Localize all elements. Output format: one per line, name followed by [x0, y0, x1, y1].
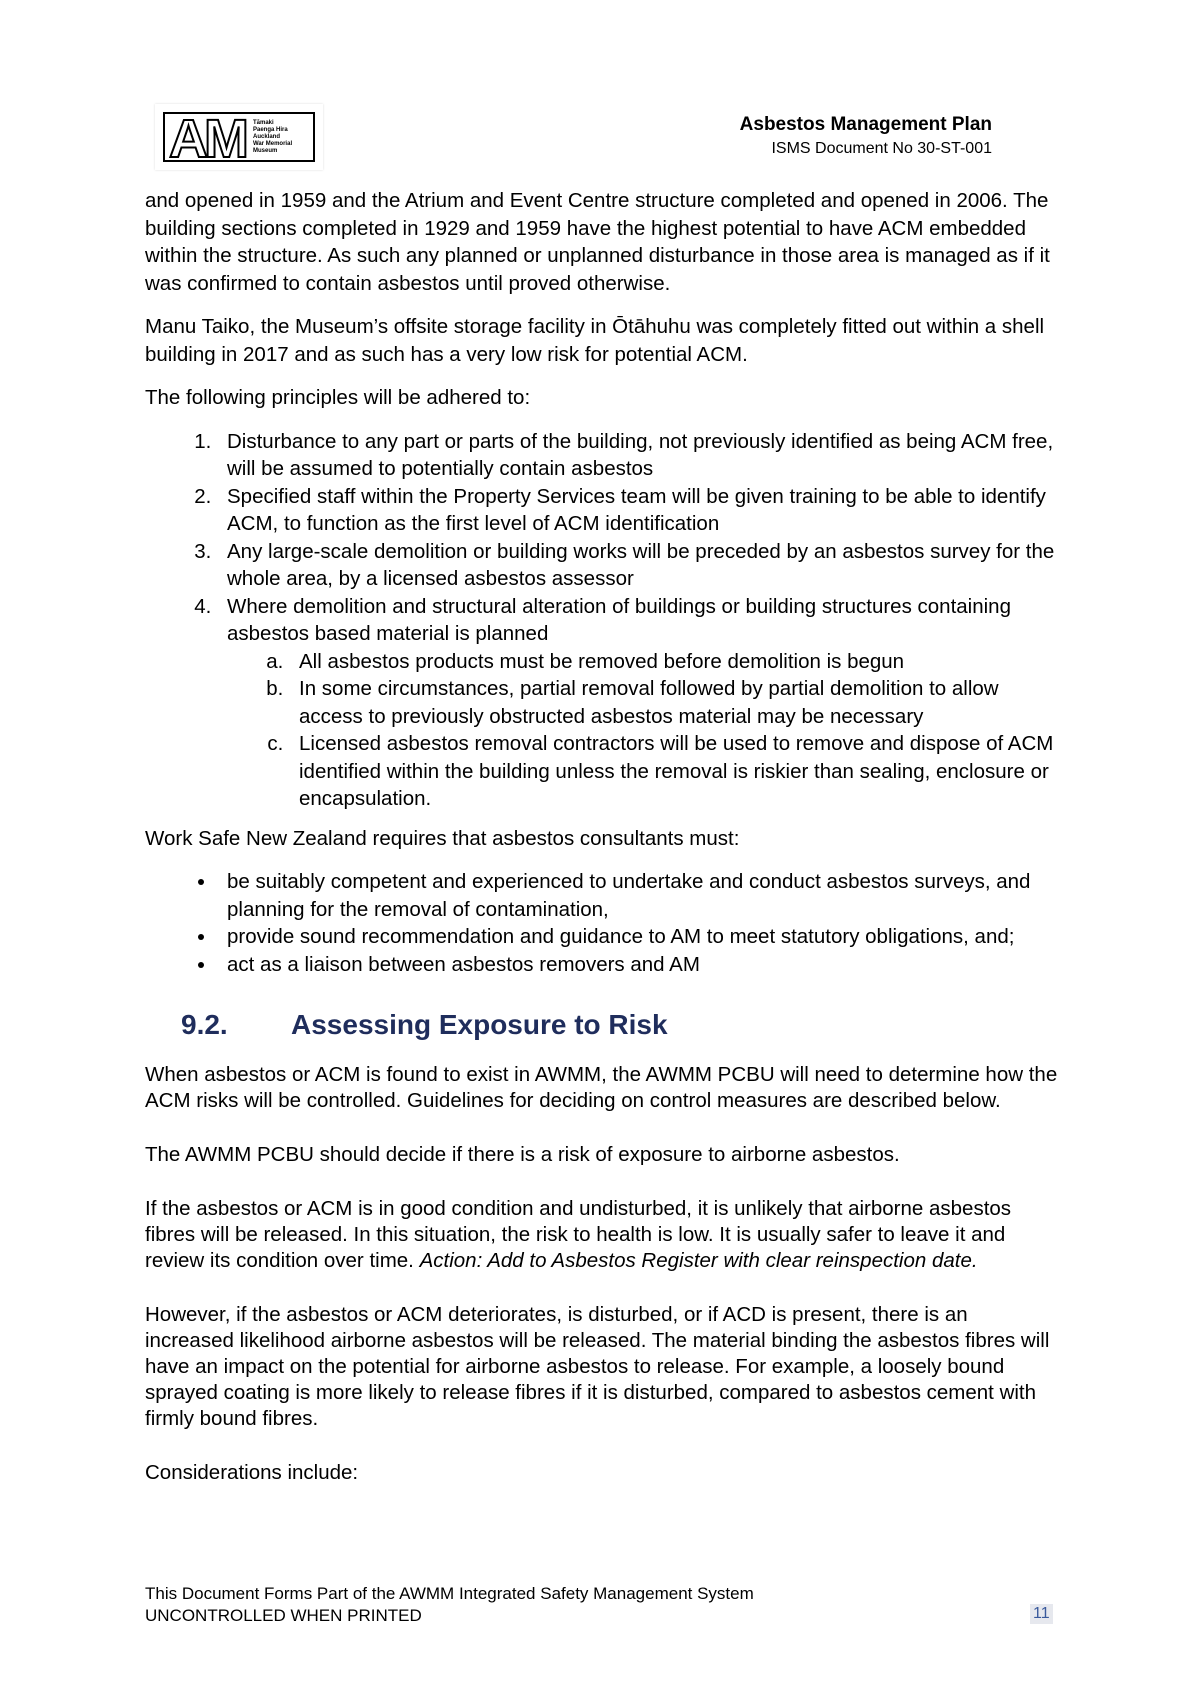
paragraph: Manu Taiko, the Museum’s offsite storage facility in Ōtāhuhu was completely fitted out within a shell building in 2017 and as such has a very low risk for potential ACM.: [145, 315, 1045, 366]
list-item: a. All asbestos products must be removed before demolition is begun: [289, 648, 1060, 676]
list-item: 2. Specified staff within the Property Services team will be given training to be able to identify ACM, to function as the first level of ACM identification: [217, 483, 1060, 538]
footer: [145, 1583, 754, 1627]
paragraph-text: If the asbestos or ACM is in good condition and undisturbed, it is unlikely that airborne asbestos fibres will be released. In this situation, the risk to health is low. It is usually safer to leave it and review its condition over time.: [145, 1197, 1012, 1272]
page-number: 11: [1030, 1604, 1053, 1624]
footer-line: This Document Forms Part of the AWMM Integrated Safety Management System: [145, 1584, 754, 1603]
logo-text: [253, 120, 303, 155]
list-item: b. In some circumstances, partial removal followed by partial demolition to allow access to previously obstructed asbestos material may be necessary: [289, 675, 1060, 730]
paragraph: The following principles will be adhered to:: [145, 386, 531, 409]
section-heading: [145, 1008, 1060, 1042]
paragraph: Work Safe New Zealand requires that asbestos consultants must:: [145, 826, 740, 850]
paragraph: The AWMM PCBU should decide if there is a risk of exposure to airborne asbestos.: [145, 1143, 900, 1166]
logo-letters: AM: [169, 109, 245, 169]
paragraph: Considerations include:: [145, 1461, 359, 1484]
footer-line: UNCONTROLLED WHEN PRINTED: [145, 1606, 422, 1625]
sub-principles-list: [227, 648, 1060, 813]
list-item: c. Licensed asbestos removal contractors will be used to remove and dispose of ACM identified within the building unless the removal is riskier than sealing, enclosure or encapsulation.: [289, 730, 1060, 813]
list-item: 1. Disturbance to any part or parts of the building, not previously identified as being ACM free, will be assumed to potentially contain asbestos: [217, 428, 1060, 483]
logo-line: Tāmaki: [252, 119, 274, 126]
action-note: Action: Add to Asbestos Register with clear reinspection date.: [419, 1249, 978, 1272]
list-item: [217, 593, 1060, 813]
logo-line: Paenga Hira: [252, 126, 288, 133]
list-item: 3. Any large-scale demolition or building works will be preceded by an asbestos survey for the whole area, by a licensed asbestos assessor: [217, 538, 1060, 593]
document-title: Asbestos Management Plan: [739, 114, 992, 135]
logo-line: War Memorial: [252, 140, 293, 147]
principles-list: [145, 428, 1060, 813]
logo-line: Auckland: [252, 133, 280, 140]
logo-frame: [163, 109, 315, 169]
paragraph: and opened in 1959 and the Atrium and Event Centre structure completed and opened in 2006. The building sections completed in 1929 and 1959 have the highest potential to have ACM embedded within the structure. As such any planned or unplanned disturbance in those area is managed as if it was confirmed to contain asbestos until proved otherwise.: [145, 189, 1050, 295]
document-number: ISMS Document No 30-ST-001: [771, 140, 992, 157]
museum-logo: [155, 104, 323, 170]
list-item-text: Where demolition and structural alteration of buildings or building structures containing asbestos based material is planned: [227, 594, 1011, 645]
paragraph: [145, 1196, 1060, 1274]
list-item: • provide sound recommendation and guidance to AM to meet statutory obligations, and;: [217, 923, 1060, 951]
page-content: [145, 187, 1060, 1486]
paragraph: However, if the asbestos or ACM deteriorates, is disturbed, or if ACD is present, there is an increased likelihood airborne asbestos will be released. The material binding the asbestos fibres will have an impact on the potential for airborne asbestos to release. For example, a loosely bound sprayed coating is more likely to release fibres if it is disturbed, compared to asbestos cement with firmly bound fibres.: [145, 1303, 1050, 1430]
paragraph: When asbestos or ACM is found to exist in AWMM, the AWMM PCBU will need to determine how the ACM risks will be controlled. Guidelines for deciding on control measures are described below.: [145, 1063, 1058, 1112]
section-number: 9.2.: [181, 1009, 228, 1040]
logo-line: Museum: [252, 147, 278, 154]
duties-list: [145, 868, 1060, 978]
section-title: Assessing Exposure to Risk: [291, 1009, 668, 1040]
list-item: • be suitably competent and experienced to undertake and conduct asbestos surveys, and planning for the removal of contamination,: [217, 868, 1060, 923]
list-item: • act as a liaison between asbestos removers and AM: [217, 951, 1060, 979]
